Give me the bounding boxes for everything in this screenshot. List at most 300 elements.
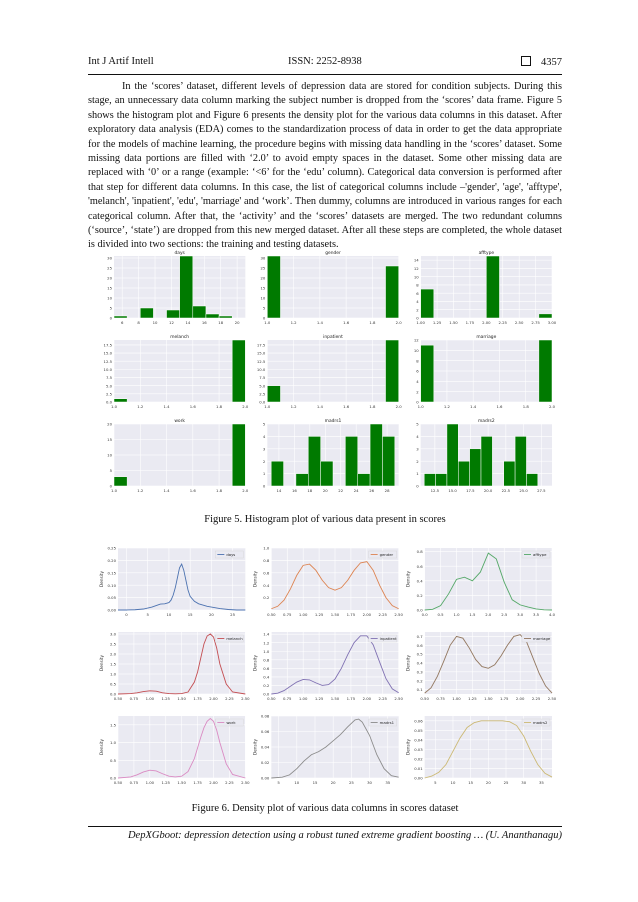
y-tick-label: 25 xyxy=(107,265,112,271)
x-tick-label: 1.4 xyxy=(163,488,170,493)
histogram-bar xyxy=(481,436,492,486)
x-tick-label: 10 xyxy=(294,780,300,785)
page-header xyxy=(88,56,562,72)
x-tick-label: 30 xyxy=(521,780,527,785)
x-tick-label: 1.6 xyxy=(189,488,196,493)
subplot-afftype xyxy=(406,548,556,617)
histogram-bar xyxy=(267,386,280,402)
y-tick-label: 0.6 xyxy=(416,642,423,648)
y-tick-label: 0 xyxy=(416,483,419,489)
y-tick-label: 0.01 xyxy=(414,766,423,772)
x-tick-label: 1.4 xyxy=(316,320,323,325)
x-tick-label: 2.5 xyxy=(501,612,508,617)
x-tick-label: 20 xyxy=(330,780,336,785)
histogram-bar xyxy=(140,308,153,318)
y-tick-label: 0.20 xyxy=(107,558,116,563)
x-tick-label: 1.6 xyxy=(343,404,350,409)
y-tick-label: 20 xyxy=(260,275,266,281)
y-tick-label: 0.1 xyxy=(416,687,423,693)
x-tick-label: 2.25 xyxy=(498,320,507,325)
x-tick-label: 0.5 xyxy=(437,612,444,617)
subplot-marriage xyxy=(414,334,556,409)
x-tick-label: 2.0 xyxy=(395,404,402,409)
x-tick-label: 2.0 xyxy=(242,404,249,409)
y-tick-label: 0.0 xyxy=(105,399,112,405)
x-tick-label: 2.0 xyxy=(548,404,556,409)
y-tick-label: 1.0 xyxy=(263,648,270,654)
y-tick-label: 14 xyxy=(413,257,419,263)
y-tick-label: 1.5 xyxy=(109,661,116,667)
histogram-bar xyxy=(421,345,434,402)
histogram-bar xyxy=(296,474,308,486)
x-tick-label: 10 xyxy=(152,320,158,325)
x-tick-label: 1.25 xyxy=(161,780,170,785)
legend-label: inpatient xyxy=(379,636,397,641)
x-tick-label: 1.50 xyxy=(177,780,186,785)
x-tick-label: 25 xyxy=(348,780,354,785)
histogram-bar xyxy=(515,436,526,486)
y-axis-label: Density xyxy=(99,571,104,587)
y-tick-label: 7.5 xyxy=(105,375,112,381)
x-tick-label: 20 xyxy=(485,780,491,785)
histogram-bar xyxy=(308,436,320,486)
y-tick-label: 10 xyxy=(107,295,112,301)
legend-label: gender xyxy=(379,552,394,557)
histogram-bar xyxy=(114,316,127,318)
x-tick-label: 1.75 xyxy=(193,780,202,785)
header-rule xyxy=(88,74,562,75)
subplot-melanch xyxy=(104,334,249,409)
subplot-title: work xyxy=(174,419,185,424)
x-tick-label: 1.2 xyxy=(290,320,297,325)
subplot-title: marriage xyxy=(476,335,497,340)
y-tick-label: 0.6 xyxy=(263,570,270,576)
figure-6 xyxy=(100,540,560,792)
x-tick-label: 1.5 xyxy=(469,612,476,617)
y-tick-label: 0.02 xyxy=(260,760,270,766)
y-tick-label: 5 xyxy=(262,421,266,427)
x-tick-label: 1.0 xyxy=(264,404,271,409)
y-tick-label: 8 xyxy=(416,282,419,288)
histogram-bar xyxy=(382,436,394,486)
x-tick-label: 1.50 xyxy=(449,320,458,325)
x-tick-label: 12 xyxy=(169,320,174,325)
x-tick-label: 18 xyxy=(307,488,313,493)
x-tick-label: 15 xyxy=(468,780,474,785)
legend-label: work xyxy=(226,720,236,725)
x-tick-label: 2.0 xyxy=(485,612,492,617)
x-tick-label: 3.00 xyxy=(547,320,557,325)
x-tick-label: 2.25 xyxy=(225,696,234,701)
y-tick-label: 0.0 xyxy=(109,691,116,697)
y-tick-label: 0.08 xyxy=(260,713,270,719)
page-footer: DepXGboot: depression detection using a robust tuned extreme gradient boosting … (U. Ananthanagu) xyxy=(127,830,562,841)
figure-5-caption: Figure 5. Histogram plot of various data present in scores xyxy=(204,514,446,525)
x-tick-label: 2.0 xyxy=(242,488,249,493)
y-tick-label: 2 xyxy=(262,458,266,464)
x-tick-label: 2.25 xyxy=(378,612,387,617)
histogram-bar xyxy=(424,474,435,486)
y-tick-label: 0.4 xyxy=(263,582,270,588)
x-tick-label: 15 xyxy=(187,612,193,617)
subplot-afftype xyxy=(414,250,557,325)
x-tick-label: 1.75 xyxy=(193,696,202,701)
x-tick-label: 1.8 xyxy=(522,404,529,409)
y-tick-label: 0.8 xyxy=(263,657,270,663)
subplot-gender xyxy=(252,546,403,617)
x-tick-label: 2.50 xyxy=(241,696,250,701)
x-tick-label: 0.50 xyxy=(267,696,276,701)
x-tick-label: 1.2 xyxy=(290,404,297,409)
x-tick-label: 8 xyxy=(137,320,140,325)
histogram-bar xyxy=(271,461,283,486)
x-tick-label: 20.0 xyxy=(483,488,493,493)
x-tick-label: 0.50 xyxy=(113,696,123,701)
y-tick-label: 15 xyxy=(107,285,112,291)
x-tick-label: 0 xyxy=(125,612,128,617)
y-tick-label: 17.5 xyxy=(103,342,112,348)
subplot-marriage xyxy=(406,632,557,701)
x-tick-label: 12.5 xyxy=(430,488,440,493)
x-tick-label: 3.0 xyxy=(517,612,524,617)
histogram-bar xyxy=(114,477,127,486)
y-tick-label: 12 xyxy=(413,266,419,271)
y-tick-label: 1 xyxy=(416,471,419,477)
x-tick-label: 1.50 xyxy=(330,696,340,701)
subplot-title: days xyxy=(174,251,185,256)
x-tick-label: 0.75 xyxy=(129,696,139,701)
y-tick-label: 4 xyxy=(416,434,419,439)
x-tick-label: 20 xyxy=(322,488,328,493)
y-tick-label: 20 xyxy=(107,421,112,427)
y-tick-label: 2 xyxy=(416,458,419,464)
subplot-madrs1 xyxy=(263,418,399,493)
y-tick-label: 0.2 xyxy=(416,678,423,684)
x-tick-label: 1.4 xyxy=(316,404,323,409)
y-tick-label: 0.00 xyxy=(260,775,270,781)
x-tick-label: 1.50 xyxy=(177,696,186,701)
y-tick-label: 0.0 xyxy=(259,399,266,405)
y-tick-label: 0.3 xyxy=(416,669,423,675)
y-tick-label: 0.8 xyxy=(263,558,270,563)
x-tick-label: 0.75 xyxy=(283,696,292,701)
histogram-bar xyxy=(458,461,469,486)
x-tick-label: 17.5 xyxy=(466,488,475,493)
body-paragraph: In the ‘scores’ dataset, different levels of depression data are stored for condition subjects. During this stage, an unnecessary data column marking the subject number is dropped from the ‘scores’ data frame. Figure 5 shows the histogram plot and Figure 6 presents the density plot for the various data columns in this dataset. After exploratory data analysis (EDA) comes to the standardization process of data in order to get the data appropriate for the models of machine learning, the procedure begins with missing data handling in the ‘scores’ dataset. Some missing data portions are filled with ‘2.0’ to avoid empty spaces in the dataset. Some other missing data are replaced with ‘0’ or a range (example: ‘<6’ for the ‘edu’ column). Categorical data conversion is performed after that step for different data columns. In this case, the list of categorical columns include –'gender', 'age', 'afftype', 'melanch', 'inpatient', 'edu', 'marriage' and ‘work’. Then dummy, columns are introduced in various ranges for each categorical column. After that, the ‘activity’ and the ‘scores’ datasets are merged. The two redundant columns (‘source’, ‘state’) are dropped from this new merged dataset. After all these steps are completed, the whole dataset is divided into two sections: the training and testing datasets. xyxy=(88,81,562,251)
y-tick-label: 0.4 xyxy=(263,674,270,680)
x-tick-label: 1.0 xyxy=(453,612,460,617)
histogram-bar xyxy=(470,449,481,486)
x-tick-label: 1.8 xyxy=(369,404,376,409)
x-tick-label: 20 xyxy=(208,612,214,617)
x-tick-label: 35 xyxy=(538,780,544,785)
x-tick-label: 2.00 xyxy=(209,696,218,701)
y-tick-label: 0.0 xyxy=(416,607,423,613)
x-tick-label: 25 xyxy=(503,780,509,785)
x-tick-label: 1.25 xyxy=(161,696,170,701)
y-tick-label: 0.5 xyxy=(109,757,116,763)
y-tick-label: 0.5 xyxy=(416,651,423,657)
x-tick-label: 3.5 xyxy=(533,612,540,617)
x-tick-label: 24 xyxy=(353,488,359,493)
subplot-inpatient xyxy=(252,632,403,701)
figure-5 xyxy=(100,248,560,500)
x-tick-label: 1.00 xyxy=(145,696,155,701)
histogram-bar xyxy=(486,256,499,318)
x-tick-label: 2.50 xyxy=(547,696,557,701)
histogram-bar xyxy=(386,266,399,318)
x-tick-label: 16 xyxy=(201,320,207,325)
subplot-title: melanch xyxy=(170,335,190,340)
y-tick-label: 3 xyxy=(416,446,419,452)
y-tick-label: 0 xyxy=(416,315,419,321)
x-tick-label: 1.75 xyxy=(346,612,356,617)
y-tick-label: 10.0 xyxy=(103,366,112,372)
y-tick-label: 0.10 xyxy=(107,582,116,588)
subplot-title: afftype xyxy=(478,251,495,256)
x-tick-label: 5 xyxy=(146,612,149,617)
y-tick-label: 2.0 xyxy=(109,651,116,657)
x-tick-label: 1.25 xyxy=(314,696,324,701)
subplot-madrs2 xyxy=(416,418,552,493)
histogram-bar xyxy=(167,310,180,318)
subplot-melanch xyxy=(99,632,250,701)
subplot-days xyxy=(107,250,245,325)
subplot-title: madrs2 xyxy=(478,419,495,424)
x-tick-label: 5 xyxy=(434,780,437,785)
x-tick-label: 0.75 xyxy=(283,612,292,617)
x-tick-label: 2.50 xyxy=(394,612,403,617)
legend-label: marriage xyxy=(533,636,551,641)
y-tick-label: 0 xyxy=(262,315,266,321)
y-tick-label: 0.04 xyxy=(260,744,270,750)
y-tick-label: 6 xyxy=(416,368,419,374)
x-tick-label: 28 xyxy=(384,488,390,493)
y-axis-label: Density xyxy=(252,655,258,671)
x-tick-label: 35 xyxy=(385,780,391,785)
subplot-title: madrs1 xyxy=(324,419,342,424)
y-tick-label: 5 xyxy=(262,305,266,311)
y-tick-label: 5 xyxy=(416,421,419,427)
y-tick-label: 0.00 xyxy=(107,607,116,613)
subplot-gender xyxy=(260,250,402,325)
y-tick-label: 0.6 xyxy=(263,665,270,671)
legend-label: madrs2 xyxy=(533,720,548,725)
subplot-madrs2 xyxy=(406,716,552,785)
histogram-bar xyxy=(321,461,333,486)
x-tick-label: 1.75 xyxy=(500,696,509,701)
y-tick-label: 2.5 xyxy=(105,391,112,397)
subplot-title: gender xyxy=(325,251,341,256)
legend-label: madrs1 xyxy=(379,720,395,725)
x-tick-label: 0.50 xyxy=(267,612,276,617)
legend-label: afftype xyxy=(533,552,547,557)
x-tick-label: 1.0 xyxy=(264,320,271,325)
histogram-bar xyxy=(232,340,245,402)
x-tick-label: 1.00 xyxy=(416,320,425,325)
x-tick-label: 10 xyxy=(450,780,456,785)
x-tick-label: 1.00 xyxy=(298,612,308,617)
y-tick-label: 12 xyxy=(413,337,419,343)
subplot-madrs1 xyxy=(252,714,398,785)
x-tick-label: 2.25 xyxy=(531,696,541,701)
footer-rule xyxy=(88,826,562,827)
y-tick-label: 17.5 xyxy=(256,342,266,348)
page-number: 4357 xyxy=(541,57,562,68)
y-tick-label: 0.04 xyxy=(414,737,423,743)
y-axis-label: Density xyxy=(99,655,104,671)
y-tick-label: 30 xyxy=(107,255,112,261)
x-tick-label: 14 xyxy=(185,320,191,325)
x-tick-label: 1.6 xyxy=(343,320,350,325)
y-tick-label: 0.8 xyxy=(416,549,423,555)
y-tick-label: 0.05 xyxy=(107,595,116,601)
y-tick-label: 0.25 xyxy=(107,545,116,551)
y-tick-label: 1.2 xyxy=(263,640,270,646)
y-tick-label: 0.2 xyxy=(263,595,270,601)
histogram-bar xyxy=(504,461,515,486)
y-tick-label: 0.4 xyxy=(416,660,423,666)
x-tick-label: 0.75 xyxy=(129,780,139,785)
x-tick-label: 2.00 xyxy=(209,780,218,785)
y-tick-label: 4 xyxy=(416,378,419,384)
x-tick-label: 6 xyxy=(120,320,124,325)
y-tick-label: 0.2 xyxy=(263,683,270,689)
x-tick-label: 1.0 xyxy=(417,404,424,409)
y-tick-label: 2 xyxy=(416,389,419,395)
y-tick-label: 15 xyxy=(107,437,112,443)
histogram-bar xyxy=(421,289,434,318)
x-tick-label: 1.2 xyxy=(443,404,450,409)
x-tick-label: 10 xyxy=(166,612,172,617)
x-tick-label: 2.25 xyxy=(378,696,387,701)
x-tick-label: 2.00 xyxy=(515,696,525,701)
x-tick-label: 1.00 xyxy=(298,696,308,701)
histogram-bar xyxy=(219,316,232,318)
x-tick-label: 1.75 xyxy=(465,320,475,325)
y-tick-label: 8 xyxy=(416,358,419,364)
histogram-bar xyxy=(232,424,245,486)
y-tick-label: 0.15 xyxy=(107,570,116,576)
x-tick-label: 15.0 xyxy=(448,488,457,493)
y-tick-label: 5.0 xyxy=(105,383,112,389)
density-grid xyxy=(100,540,560,792)
y-tick-label: 0.2 xyxy=(416,593,423,599)
x-tick-label: 27.5 xyxy=(537,488,546,493)
issn: ISSN: 2252-8938 xyxy=(288,56,362,67)
x-tick-label: 1.0 xyxy=(110,404,118,409)
subplot-work xyxy=(99,716,250,785)
y-tick-label: 10 xyxy=(107,452,112,458)
x-tick-label: 2.00 xyxy=(362,696,372,701)
y-axis-label: Density xyxy=(252,571,258,587)
y-tick-label: 10 xyxy=(413,274,419,280)
x-tick-label: 18 xyxy=(218,320,224,325)
y-tick-label: 1 xyxy=(262,471,266,477)
x-tick-label: 2.0 xyxy=(395,320,402,325)
x-tick-label: 2.50 xyxy=(394,696,403,701)
histogram-bar xyxy=(193,306,206,318)
y-tick-label: 10.0 xyxy=(256,366,266,372)
histogram-bar xyxy=(447,424,458,486)
y-tick-label: 20 xyxy=(107,275,112,281)
x-tick-label: 1.25 xyxy=(432,320,442,325)
y-tick-label: 4 xyxy=(416,299,419,305)
plot-area xyxy=(267,340,398,402)
histogram-bar xyxy=(114,399,127,402)
histogram-bar xyxy=(180,256,193,318)
y-tick-label: 4 xyxy=(262,434,266,439)
x-tick-label: 22 xyxy=(338,488,344,493)
x-tick-label: 1.50 xyxy=(330,612,340,617)
y-tick-label: 0.5 xyxy=(109,681,116,687)
y-tick-label: 10 xyxy=(260,295,266,301)
y-tick-label: 15.0 xyxy=(256,350,266,356)
x-tick-label: 1.0 xyxy=(110,488,118,493)
x-tick-label: 22.5 xyxy=(501,488,511,493)
x-tick-label: 2.00 xyxy=(482,320,491,325)
y-tick-label: 10 xyxy=(413,347,419,353)
histogram-bar xyxy=(526,474,537,486)
y-tick-label: 0.03 xyxy=(414,746,423,752)
y-tick-label: 1.0 xyxy=(263,545,270,551)
x-tick-label: 5 xyxy=(277,780,280,785)
y-tick-label: 7.5 xyxy=(259,375,266,381)
y-tick-label: 5 xyxy=(109,305,112,311)
y-tick-label: 1.0 xyxy=(109,671,116,677)
x-tick-label: 20 xyxy=(234,320,240,325)
x-tick-label: 4.0 xyxy=(548,612,556,617)
x-tick-label: 2.50 xyxy=(241,780,250,785)
x-tick-label: 2.50 xyxy=(514,320,524,325)
y-tick-label: 12.5 xyxy=(103,358,112,364)
x-tick-label: 30 xyxy=(367,780,372,785)
x-tick-label: 2.75 xyxy=(531,320,540,325)
checkbox-icon xyxy=(521,56,531,66)
x-tick-label: 26 xyxy=(369,488,375,493)
y-tick-label: 0.0 xyxy=(109,775,116,781)
x-tick-label: 1.25 xyxy=(314,612,324,617)
y-tick-label: 0 xyxy=(109,315,112,321)
y-axis-label: Density xyxy=(252,739,258,755)
x-tick-label: 1.4 xyxy=(163,404,170,409)
figure-6-caption: Figure 6. Density plot of various data columns in scores dataset xyxy=(191,803,459,814)
y-tick-label: 15.0 xyxy=(103,350,112,356)
subplot-inpatient xyxy=(257,334,402,409)
subplot-title: inpatient xyxy=(323,335,343,340)
y-axis-label: Density xyxy=(99,739,104,755)
histogram-bar xyxy=(345,436,357,486)
y-tick-label: 1.5 xyxy=(109,722,116,728)
x-tick-label: 15 xyxy=(312,780,318,785)
x-tick-label: 2.00 xyxy=(362,612,372,617)
x-tick-label: 1.6 xyxy=(496,404,503,409)
y-tick-label: 2 xyxy=(416,307,419,313)
x-tick-label: 25.0 xyxy=(519,488,528,493)
histogram-bar xyxy=(539,340,552,402)
y-tick-label: 0 xyxy=(109,483,112,489)
x-tick-label: 25 xyxy=(230,612,236,617)
x-tick-label: 1.00 xyxy=(452,696,461,701)
y-tick-label: 0.02 xyxy=(414,756,423,762)
y-tick-label: 1.4 xyxy=(263,631,270,637)
x-tick-label: 2.25 xyxy=(225,780,234,785)
y-tick-label: 0.0 xyxy=(263,691,270,697)
y-tick-label: 2.5 xyxy=(109,641,116,647)
legend-label: melanch xyxy=(226,636,243,641)
histogram-grid xyxy=(100,248,560,500)
y-tick-label: 30 xyxy=(260,255,266,261)
